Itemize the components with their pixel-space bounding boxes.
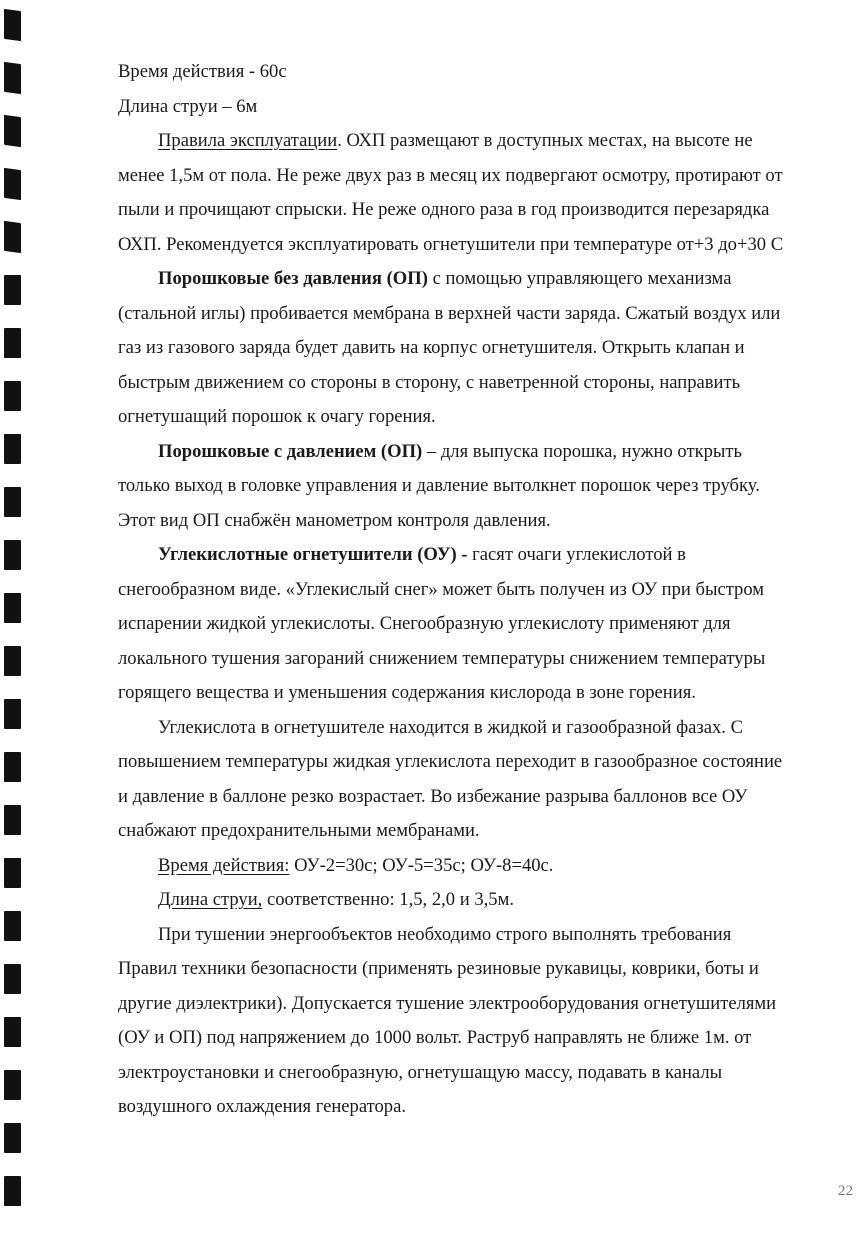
binding-hole xyxy=(4,540,21,570)
text-line xyxy=(118,883,853,918)
text-run: локального тушения загораний снижением температуры снижением температуры xyxy=(118,647,766,669)
text-line xyxy=(118,193,853,228)
text-run: воздушного охлаждения генератора. xyxy=(118,1096,406,1117)
text-line xyxy=(118,676,853,711)
binding-hole xyxy=(4,62,21,94)
text-line xyxy=(118,435,853,470)
text-run: Этот вид ОП снабжён манометром контроля давления. xyxy=(118,509,551,531)
text-line xyxy=(118,745,853,780)
page-number: 22 xyxy=(838,1183,853,1199)
text-line xyxy=(118,1090,853,1125)
binding-hole xyxy=(4,858,21,888)
binding-hole xyxy=(4,275,21,305)
paragraph xyxy=(118,435,853,539)
binding-hole xyxy=(4,487,21,517)
text-line xyxy=(118,849,853,884)
paragraph xyxy=(118,262,853,435)
paragraph xyxy=(118,918,853,1125)
text-run: Углекислота в огнетушителе находится в жидкой и газообразной фазах. С xyxy=(158,716,743,738)
text-run: менее 1,5м от пола. Не реже двух раз в месяц их подвергают осмотру, протирают от xyxy=(118,164,783,186)
text-run: горящего вещества и уменьшения содержания кислорода в зоне горения. xyxy=(118,682,696,703)
page-body xyxy=(118,55,853,1125)
text-run: только выход в головке управления и давление вытолкнет порошок через трубку. xyxy=(118,475,760,496)
text-run: с помощью управляющего механизма xyxy=(427,268,732,289)
text-line xyxy=(118,469,853,504)
text-line xyxy=(118,780,853,815)
paragraph xyxy=(118,538,853,711)
text-run: быстрым движением со стороны в сторону, с наветренной стороны, направить xyxy=(118,371,741,393)
bold-term: Порошковые без давления (ОП) xyxy=(158,268,428,289)
text-run: ОХП. Рекомендуется эксплуатировать огнетушители при температуре от+3 до+30 С xyxy=(118,233,784,255)
text-line xyxy=(118,504,853,539)
underlined-term: Правила эксплуатации xyxy=(158,130,338,151)
text-line xyxy=(118,711,853,746)
spiral-binding xyxy=(0,0,40,1253)
binding-hole xyxy=(4,1176,21,1206)
text-line xyxy=(118,90,853,125)
binding-hole xyxy=(4,434,21,464)
paragraph xyxy=(118,849,853,884)
text-run: – для выпуска порошка, нужно открыть xyxy=(422,440,743,462)
text-line xyxy=(118,952,853,987)
text-run: и давление в баллоне резко возрастает. Во избежание разрыва баллонов все ОУ xyxy=(118,785,748,807)
text-line xyxy=(118,1021,853,1056)
text-run: электроустановки и снегообразную, огнетушащую массу, подавать в каналы xyxy=(118,1061,723,1083)
text-line xyxy=(118,987,853,1022)
bold-term: Порошковые с давлением (ОП) xyxy=(158,440,423,462)
text-line xyxy=(118,573,853,608)
text-line xyxy=(118,262,853,297)
text-run: соответственно: 1,5, 2,0 и 3,5м. xyxy=(262,889,514,910)
text-line xyxy=(118,642,853,677)
paragraph xyxy=(118,55,853,90)
text-run: повышением температуры жидкая углекислота переходит в газообразное состояние xyxy=(118,751,783,772)
binding-hole xyxy=(4,805,21,835)
text-run: Правил техники безопасности (применять резиновые рукавицы, коврики, боты и xyxy=(118,958,759,979)
binding-hole xyxy=(4,9,21,41)
text-line xyxy=(118,400,853,435)
text-line xyxy=(118,814,853,849)
text-run: газ из газового заряда будет давить на корпус огнетушителя. Открыть клапан и xyxy=(118,337,745,358)
underlined-term: Длина струи, xyxy=(158,889,263,910)
text-run: Время действия - 60с xyxy=(118,61,287,82)
text-line xyxy=(118,55,853,90)
text-line xyxy=(118,228,853,263)
text-run: . ОХП размещают в доступных местах, на высоте не xyxy=(337,130,753,151)
paragraph xyxy=(118,883,853,918)
text-run: (стальной иглы) пробивается мембрана в верхней части заряда. Сжатый воздух или xyxy=(118,302,781,324)
text-run: (ОУ и ОП) под напряжением до 1000 вольт. Раструб направлять не ближе 1м. от xyxy=(118,1027,752,1048)
underlined-term: Время действия: xyxy=(158,854,290,876)
text-line xyxy=(118,918,853,953)
text-run: пыли и прочищают спрыски. Не реже одного раза в год производится перезарядка xyxy=(118,199,770,220)
binding-hole xyxy=(4,593,21,623)
binding-hole xyxy=(4,1070,21,1100)
bold-term: Углекислотные огнетушители (ОУ) - xyxy=(158,544,468,565)
binding-hole xyxy=(4,911,21,941)
binding-hole xyxy=(4,646,21,676)
text-line xyxy=(118,331,853,366)
text-run: другие диэлектрики). Допускается тушение электрооборудования огнетушителями xyxy=(118,992,777,1014)
binding-hole xyxy=(4,328,21,358)
text-line xyxy=(118,124,853,159)
binding-hole xyxy=(4,115,21,147)
paragraph xyxy=(118,711,853,849)
text-run: При тушении энергообъектов необходимо строго выполнять требования xyxy=(158,923,732,945)
text-line xyxy=(118,538,853,573)
text-line xyxy=(118,366,853,401)
text-line xyxy=(118,607,853,642)
binding-hole xyxy=(4,381,21,411)
binding-hole xyxy=(4,752,21,782)
text-run: Длина струи – 6м xyxy=(118,95,258,117)
text-run: снабжают предохранительными мембранами. xyxy=(118,820,480,841)
binding-hole xyxy=(4,221,21,253)
binding-hole xyxy=(4,964,21,994)
text-run: ОУ-2=30с; ОУ-5=35с; ОУ-8=40с. xyxy=(289,854,554,876)
text-line xyxy=(118,159,853,194)
binding-hole xyxy=(4,1017,21,1047)
text-run: огнетушащий порошок к очагу горения. xyxy=(118,406,436,427)
binding-hole xyxy=(4,699,21,729)
text-run: гасят очаги углекислотой в xyxy=(467,544,686,565)
paragraph xyxy=(118,90,853,125)
paragraph xyxy=(118,124,853,262)
text-run: испарении жидкой углекислоты. Снегообразную углекислоту применяют для xyxy=(118,613,731,634)
binding-hole xyxy=(4,168,21,200)
text-run: снегообразном виде. «Углекислый снег» может быть получен из ОУ при быстром xyxy=(118,578,765,600)
text-line xyxy=(118,297,853,332)
binding-hole xyxy=(4,1123,21,1153)
text-line xyxy=(118,1056,853,1091)
